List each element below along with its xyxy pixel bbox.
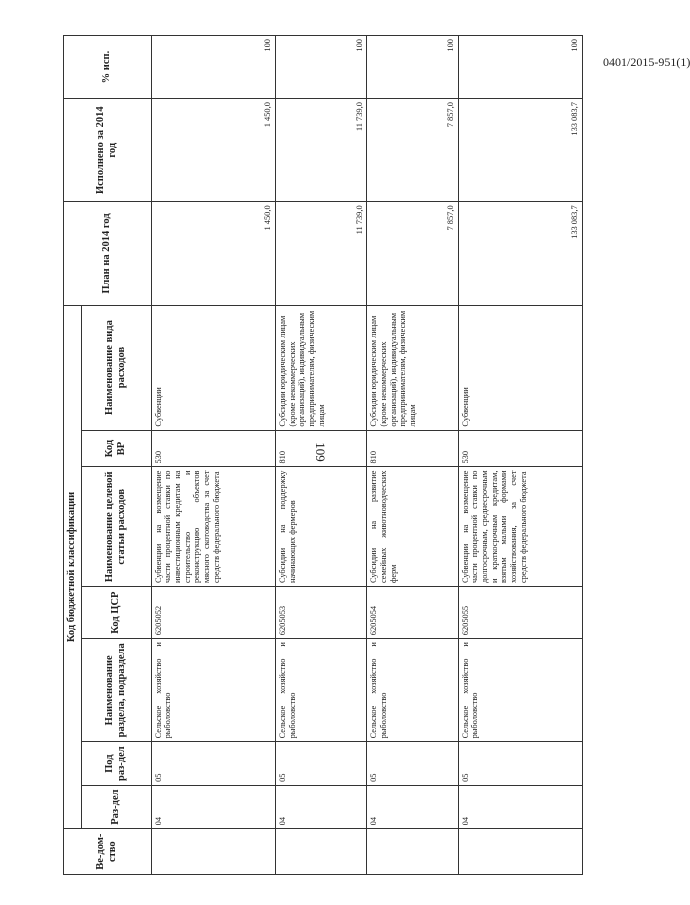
header-done: Исполнено за 2014 год <box>64 99 152 202</box>
cell-podrazdel: 05 <box>151 742 275 785</box>
table-row <box>367 36 458 875</box>
cell-csr: 6205053 <box>275 587 366 639</box>
cell-podrazdel: 05 <box>275 742 366 785</box>
cell-plan: 1 450,0 <box>151 202 275 305</box>
table-row <box>275 36 366 875</box>
cell-razdel: 04 <box>151 785 275 828</box>
cell-podrazdel: 05 <box>367 742 458 785</box>
page-number: 109 <box>313 442 328 462</box>
document-number: 0401/2015-951(1) <box>603 55 690 69</box>
header-podrazdel: Под раз-дел <box>81 742 151 785</box>
header-ved: Ве-дом-ство <box>64 829 152 875</box>
header-csr: Код ЦСР <box>81 587 151 639</box>
cell-vr-name: Субвенции <box>458 305 582 430</box>
rotated-page-content <box>63 35 583 875</box>
cell-ved <box>275 829 366 875</box>
header-razdel-name: Наименование раздела, подраздела <box>81 639 151 742</box>
cell-ved <box>151 829 275 875</box>
cell-done: 11 739,0 <box>275 99 366 202</box>
header-csr-name: Наименование целевой статьи расходов <box>81 467 151 587</box>
cell-vr-name: Субсидии юридическим лицам (кроме некоммерческих организаций), индивидуальным предпринимателям, физическим лицам <box>367 305 458 430</box>
cell-percent: 100 <box>275 36 366 99</box>
cell-plan: 133 083,7 <box>458 202 582 305</box>
cell-done: 1 450,0 <box>151 99 275 202</box>
cell-plan: 11 739,0 <box>275 202 366 305</box>
cell-vr: 810 <box>275 430 366 467</box>
cell-razdel-name: Сельское хозяйство и рыболовство <box>367 639 458 742</box>
budget-classification-table <box>63 35 583 875</box>
cell-vr: 530 <box>458 430 582 467</box>
cell-vr-name: Субвенции <box>151 305 275 430</box>
cell-razdel-name: Сельское хозяйство и рыболовство <box>458 639 582 742</box>
group-header-row <box>64 36 82 875</box>
cell-razdel-name: Сельское хозяйство и рыболовство <box>275 639 366 742</box>
table-row <box>151 36 275 875</box>
cell-percent: 100 <box>151 36 275 99</box>
cell-vr: 810 <box>367 430 458 467</box>
budget-table-wrapper <box>63 35 583 875</box>
cell-podrazdel: 05 <box>458 742 582 785</box>
cell-csr: 6205055 <box>458 587 582 639</box>
table-row <box>458 36 582 875</box>
cell-csr-name: Субсидии на развитие семейных животноводческих ферм <box>367 467 458 587</box>
cell-vr-name: Субсидии юридическим лицам (кроме некоммерческих организаций), индивидуальным предпринимателям, физическим лицам <box>275 305 366 430</box>
header-plan: План на 2014 год <box>64 202 152 305</box>
cell-done: 133 083,7 <box>458 99 582 202</box>
cell-percent: 100 <box>367 36 458 99</box>
cell-razdel: 04 <box>458 785 582 828</box>
cell-csr-name: Субвенции на возмещение части процентной ставки по долгосрочным, среднесрочным и краткосрочным кредитам, взятым малыми формами хозяйствования, за счет средств федерального бюджета <box>458 467 582 587</box>
cell-percent: 100 <box>458 36 582 99</box>
header-group-budget-classification: Код бюджетной классификации <box>64 305 82 829</box>
cell-csr: 6205054 <box>367 587 458 639</box>
header-vr-name: Наименование вида расходов <box>81 305 151 430</box>
header-vr: Код ВР <box>81 430 151 467</box>
cell-razdel: 04 <box>367 785 458 828</box>
cell-plan: 7 857,0 <box>367 202 458 305</box>
header-razdel: Раз-дел <box>81 785 151 828</box>
cell-csr-name: Субвенции на возмещение части процентной ставки по инвестиционным кредитам на строительство и реконструкцию объектов мясного скотоводства за счет средств федерального бюджета <box>151 467 275 587</box>
cell-vr: 530 <box>151 430 275 467</box>
cell-done: 7 857,0 <box>367 99 458 202</box>
header-percent: % исп. <box>64 36 152 99</box>
cell-razdel: 04 <box>275 785 366 828</box>
cell-ved <box>458 829 582 875</box>
cell-csr: 6205052 <box>151 587 275 639</box>
cell-razdel-name: Сельское хозяйство и рыболовство <box>151 639 275 742</box>
cell-ved <box>367 829 458 875</box>
cell-csr-name: Субсидии на поддержку начинающих фермеров <box>275 467 366 587</box>
